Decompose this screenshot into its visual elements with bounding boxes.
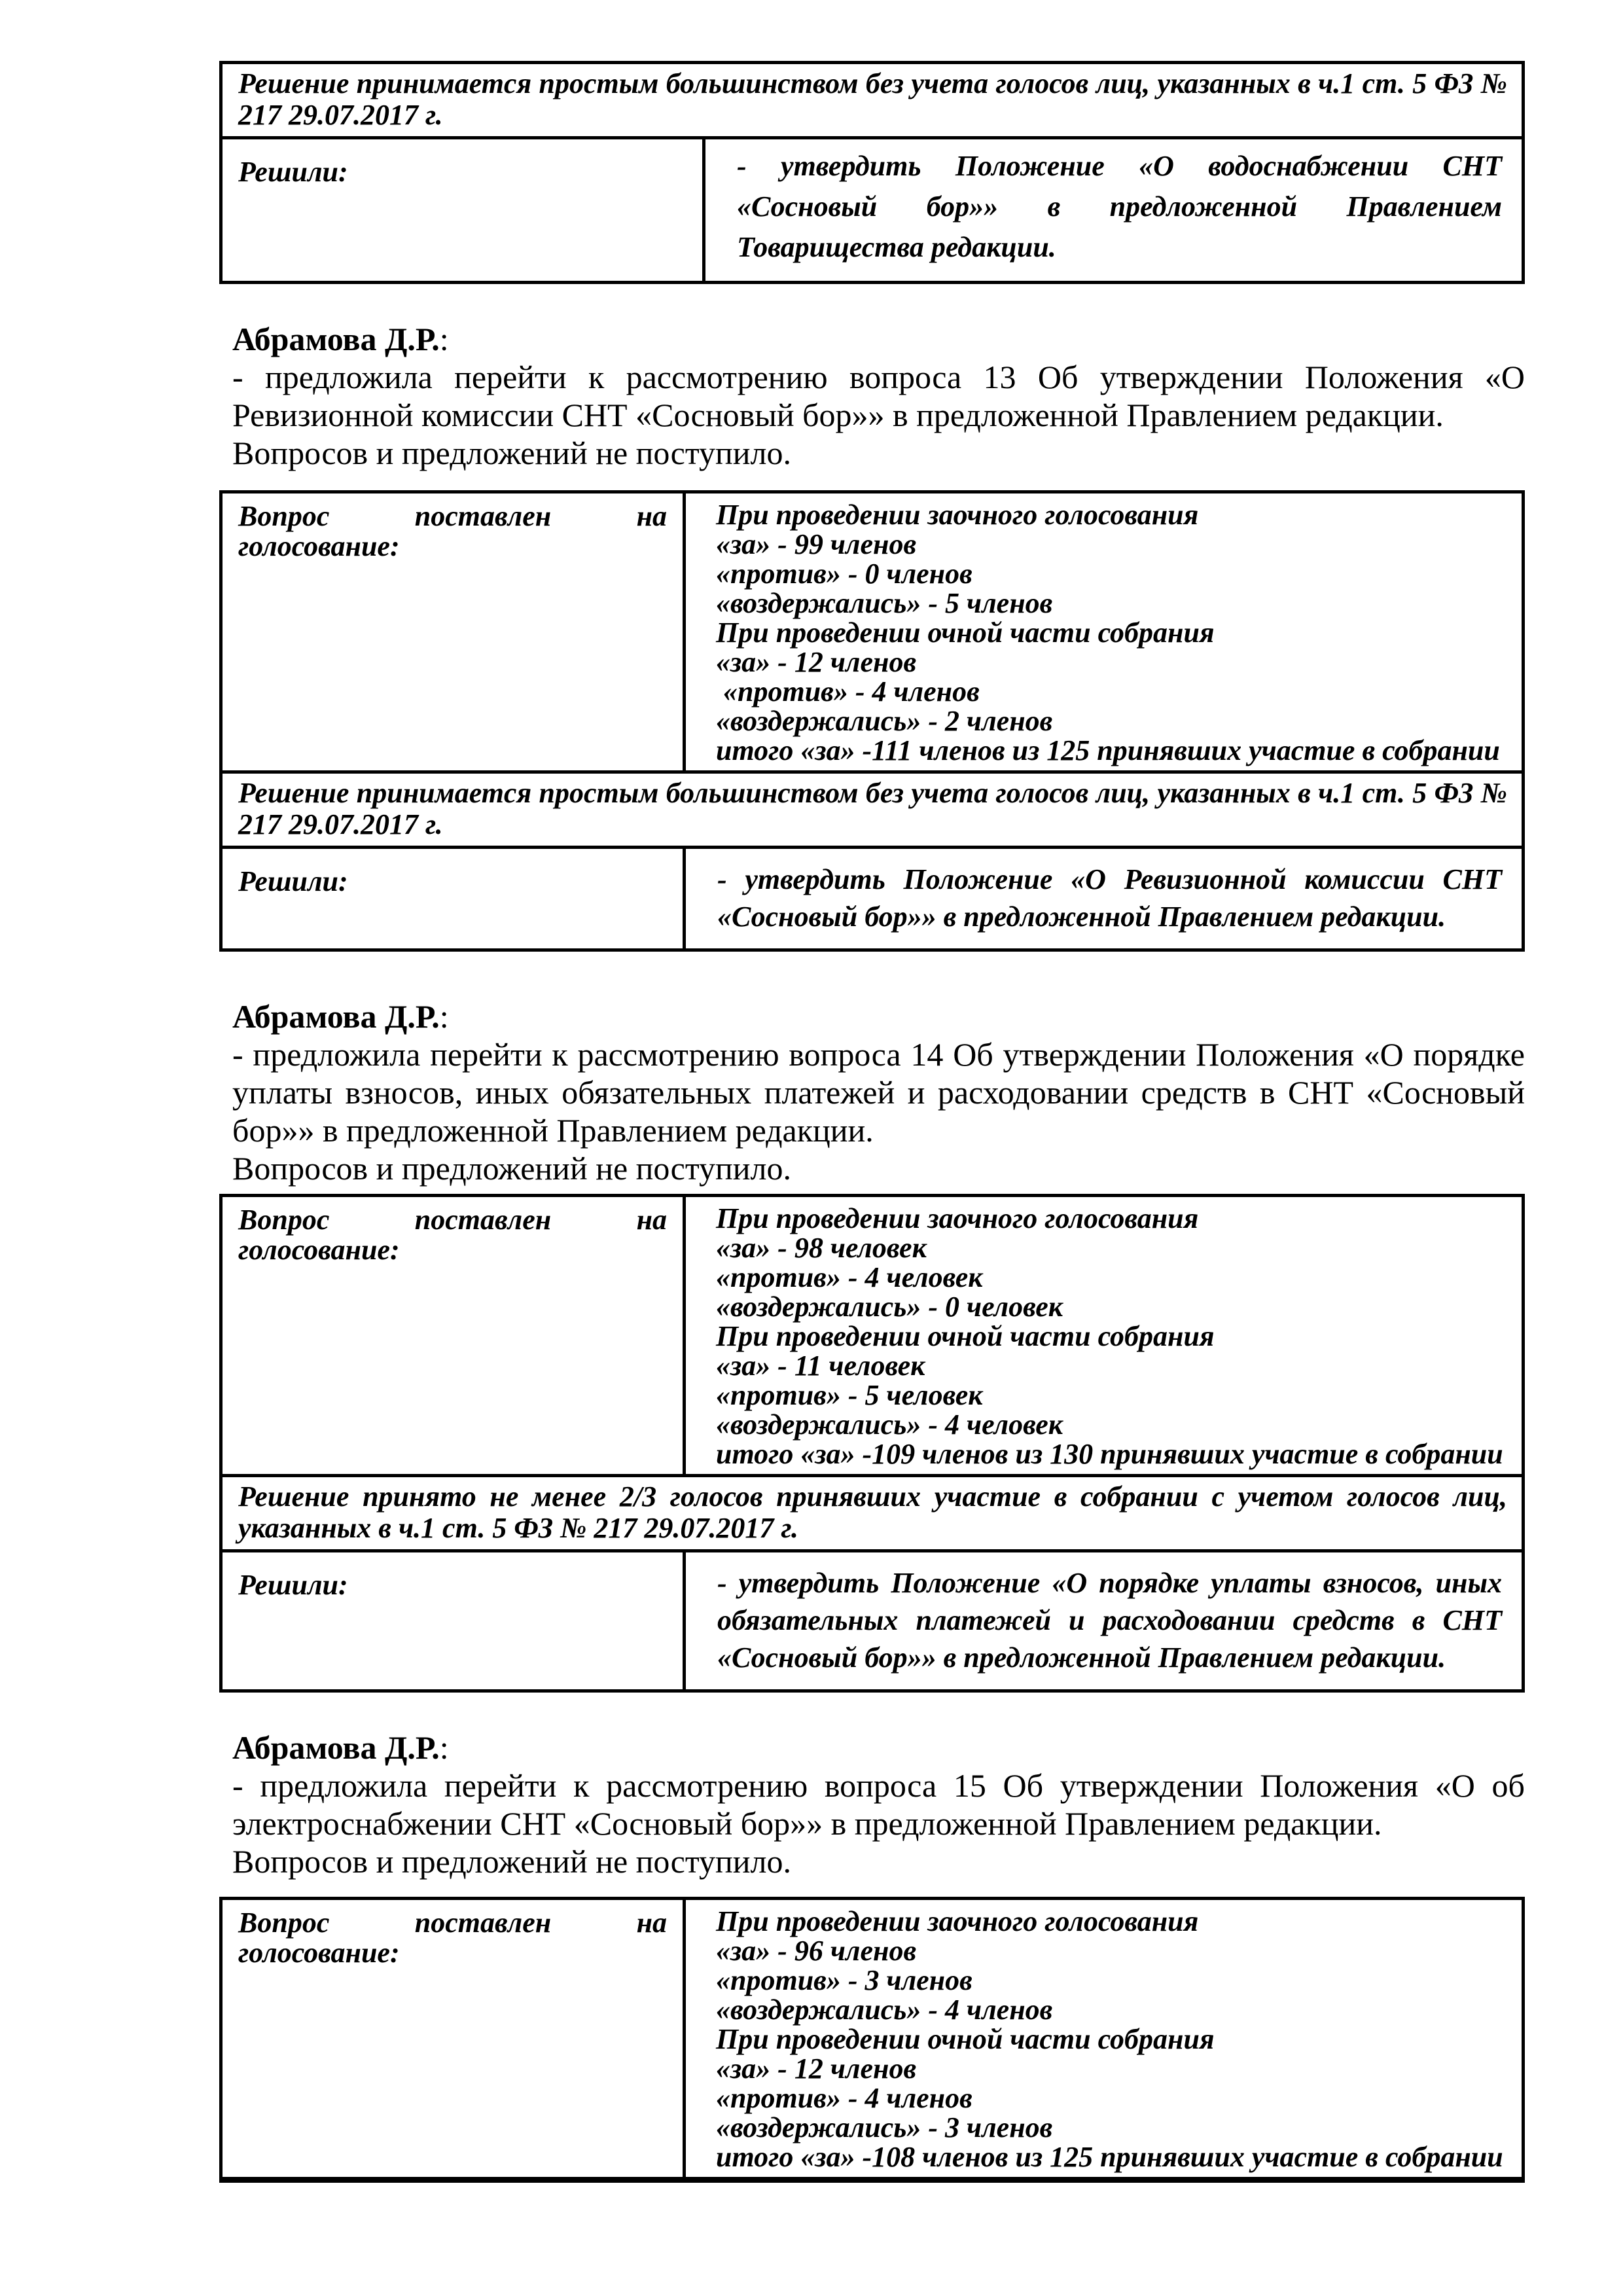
resolved-label-cell: Решили: [221, 848, 685, 950]
question-cell: Вопрос поставлен на голосование: [221, 1899, 685, 2180]
vote-line: «воздержались» - 5 членов [716, 587, 1053, 619]
votes-cell [685, 1196, 1524, 1476]
voting-table-q15 [219, 1897, 1525, 2183]
table-row [221, 772, 1524, 848]
vote-line: «за» - 98 человек [716, 1232, 927, 1264]
speaker-name: Абрамова Д.Р. [232, 1729, 440, 1766]
vote-line: «против» - 3 членов [716, 1964, 972, 1996]
proposal-paragraph: - предложила перейти к рассмотрению вопроса 14 Об утверждении Положения «О порядке уплаты взносов, иных обязательных платежей и расходовании средств в СНТ «Сосновый бор»» в предложенной Правлением редакции. [232, 1036, 1525, 1149]
note-paragraph: Вопросов и предложений не поступило. [232, 1843, 792, 1880]
vote-line: При проведении очной части собрания [716, 617, 1215, 649]
question-cell: Вопрос поставлен на голосование: [221, 492, 685, 772]
vote-line: При проведении заочного голосования [716, 1202, 1199, 1234]
speaker-name: Абрамова Д.Р. [232, 998, 440, 1035]
resolution-cell: - утвердить Положение «О водоснабжении СНТ «Сосновый бор»» в предложенной Правлением Товарищества редакции. [704, 138, 1524, 283]
speaker-heading [232, 1729, 1525, 1767]
speaker-section-q13 [232, 320, 1525, 472]
resolved-label-cell: Решили: [221, 1551, 685, 1691]
vote-line: итого «за» -108 членов из 125 принявших участие в собрании [716, 2141, 1503, 2173]
table-row [221, 1196, 1524, 1476]
table-row [221, 492, 1524, 772]
vote-line: «за» - 12 членов [716, 646, 917, 678]
table-row [221, 1551, 1524, 1691]
speaker-heading [232, 320, 1525, 358]
table-row [221, 138, 1524, 283]
proposal-paragraph: - предложила перейти к рассмотрению вопроса 15 Об утверждении Положения «О об электроснабжении СНТ «Сосновый бор»» в предложенной Правлением редакции. [232, 1767, 1525, 1842]
speaker-colon: : [439, 998, 449, 1035]
vote-line: При проведении заочного голосования [716, 499, 1199, 531]
note-paragraph: Вопросов и предложений не поступило. [232, 1150, 792, 1187]
proposal-paragraph: - предложила перейти к рассмотрению вопроса 13 Об утверждении Положения «О Ревизионной комиссии СНТ «Сосновый бор»» в предложенной Правлением редакции. [232, 359, 1525, 433]
vote-line: итого «за» -111 членов из 125 принявших участие в собрании [716, 734, 1500, 766]
vote-line: «против» - 4 членов [716, 2082, 972, 2114]
voting-table-q13 [219, 490, 1525, 952]
table-row [221, 1476, 1524, 1551]
vote-line: «воздержались» - 4 человек [716, 1408, 1063, 1441]
resolution-cell: - утвердить Положение «О Ревизионной комиссии СНТ «Сосновый бор»» в предложенной Правлением редакции. [685, 848, 1524, 950]
voting-table-q14 [219, 1194, 1525, 1693]
decision-table-water-supply [219, 61, 1525, 284]
note-paragraph: Вопросов и предложений не поступило. [232, 435, 792, 471]
speaker-name: Абрамова Д.Р. [232, 321, 440, 357]
vote-line: «за» - 99 членов [716, 528, 917, 560]
resolved-label-cell: Решили: [221, 138, 704, 283]
vote-line: «за» - 12 членов [716, 2053, 917, 2085]
vote-line: «воздержались» - 3 членов [716, 2111, 1053, 2144]
decision-rule-cell: Решение принято не менее 2/3 голосов принявших участие в собрании с учетом голосов лиц, указанных в ч.1 ст. 5 ФЗ № 217 29.07.2017 г. [221, 1476, 1524, 1551]
vote-line: «воздержались» - 2 членов [716, 705, 1053, 737]
vote-line: «воздержались» - 4 членов [716, 1994, 1053, 2026]
vote-line: «против» - 4 человек [716, 1261, 983, 1293]
vote-line: «за» - 11 человек [716, 1350, 925, 1382]
table-row [221, 63, 1524, 138]
vote-line: При проведении очной части собрания [716, 1320, 1215, 1352]
vote-line: «за» - 96 членов [716, 1935, 917, 1967]
question-cell: Вопрос поставлен на голосование: [221, 1196, 685, 1476]
vote-line: «против» - 0 членов [716, 558, 972, 590]
speaker-section-q14 [232, 997, 1525, 1187]
decision-rule-cell: Решение принимается простым большинством без учета голосов лиц, указанных в ч.1 ст. 5 ФЗ № 217 29.07.2017 г. [221, 772, 1524, 848]
votes-cell [685, 1899, 1524, 2180]
speaker-colon: : [439, 1729, 449, 1766]
vote-line: итого «за» -109 членов из 130 принявших участие в собрании [716, 1438, 1503, 1470]
speaker-section-q15 [232, 1729, 1525, 1880]
table-row [221, 1899, 1524, 2180]
table-row [221, 848, 1524, 950]
vote-line: «против» - 5 человек [716, 1379, 983, 1411]
decision-rule-cell: Решение принимается простым большинством без учета голосов лиц, указанных в ч.1 ст. 5 ФЗ № 217 29.07.2017 г. [221, 63, 1524, 138]
vote-line: «против» - 4 членов [716, 675, 980, 708]
votes-cell [685, 492, 1524, 772]
speaker-heading [232, 997, 1525, 1035]
vote-line: При проведении заочного голосования [716, 1905, 1199, 1937]
vote-line: «воздержались» - 0 человек [716, 1291, 1063, 1323]
speaker-colon: : [439, 321, 449, 357]
resolution-cell: - утвердить Положение «О порядке уплаты взносов, иных обязательных платежей и расходовании средств в СНТ «Сосновый бор»» в предложенной Правлением редакции. [685, 1551, 1524, 1691]
vote-line: При проведении очной части собрания [716, 2023, 1215, 2055]
